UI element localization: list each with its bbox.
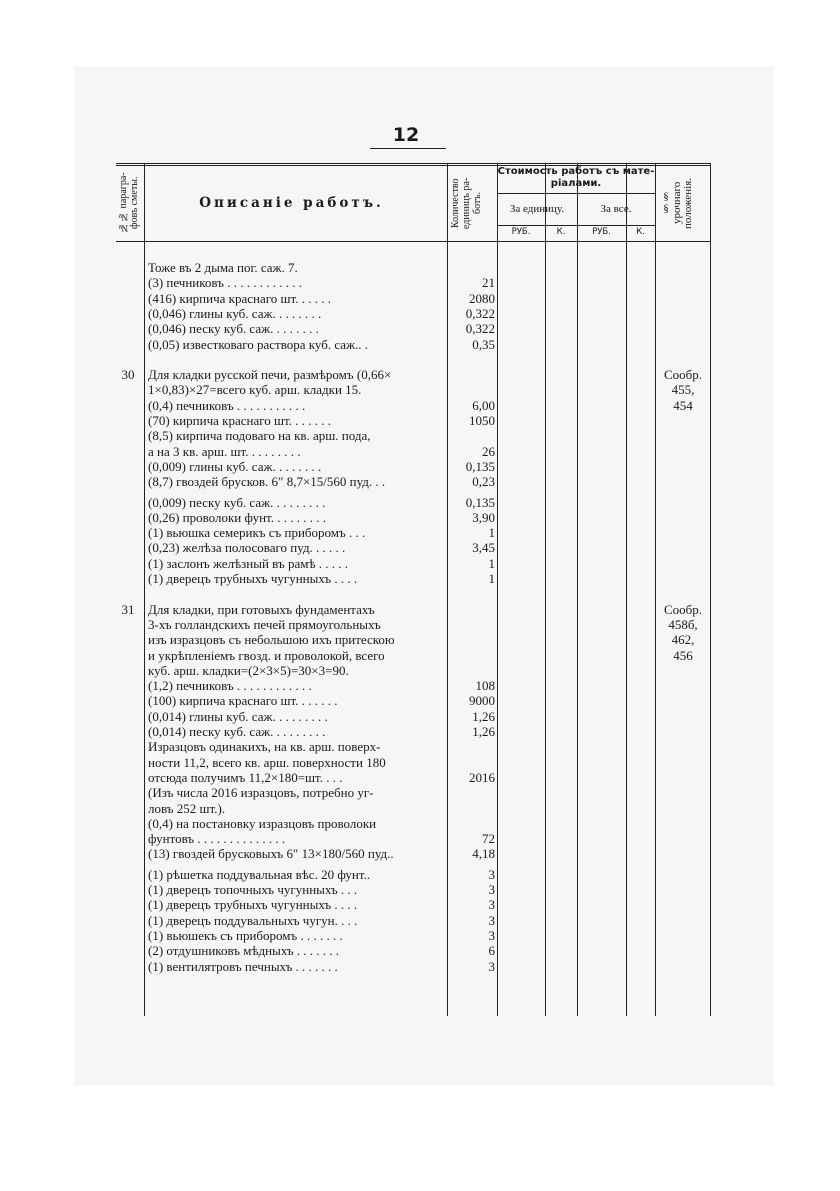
page-number: 12 [392, 124, 420, 146]
row-description: (1) дверецъ трубныхъ чугунныхъ . . . . [148, 897, 358, 913]
row-reference: Сообр. [663, 601, 703, 617]
table-row [116, 801, 710, 816]
row-description: Тоже въ 2 дыма пог. саж. 7. [148, 260, 298, 275]
row-quantity: 0,35 [472, 336, 495, 352]
row-quantity: 0,135 [465, 494, 495, 510]
row-reference: 454 [673, 397, 693, 413]
row-description: (70) кирпича краснаго шт. . . . . . . [148, 413, 331, 428]
row-quantity: 1050 [469, 413, 495, 428]
table-row [116, 337, 710, 352]
row-quantity: 26 [482, 443, 495, 459]
row-description: (1) рѣшетка поддувальная вѣс. 20 фунт.. [148, 866, 371, 882]
row-description: фунтовъ . . . . . . . . . . . . . . [148, 831, 286, 847]
table-row [116, 678, 710, 693]
row-description: (1) дверецъ поддувальныхъ чугун. . . . [148, 912, 358, 928]
table-row [116, 571, 710, 586]
row-quantity: 6,00 [472, 397, 495, 413]
row-quantity: 9000 [469, 693, 495, 709]
row-description: 3-хъ голландскихъ печей прямоугольныхъ [148, 616, 381, 632]
table-top-rule [116, 163, 710, 164]
row-description: (2) отдушниковъ мѣдныхъ . . . . . . . [148, 943, 340, 959]
row-description: (0,014) песку куб. саж. . . . . . . . . [148, 724, 326, 739]
table-row [116, 444, 710, 459]
table-row [116, 755, 710, 770]
row-description: (0,046) глины куб. саж. . . . . . . . [148, 305, 322, 321]
row-description: а на 3 кв. арш. шт. . . . . . . . . [148, 443, 301, 459]
row-quantity: 72 [482, 831, 495, 847]
row-quantity: 3 [488, 958, 495, 974]
row-quantity: 1 [488, 555, 495, 571]
header-cost: Стоимость работъ съ мате- ріалами. [497, 166, 655, 189]
table-row [116, 785, 710, 800]
row-description: (416) кирпича краснаго шт. . . . . . [148, 290, 331, 306]
row-description: изъ изразцовъ съ небольшою ихъ притескою [148, 632, 395, 648]
row-quantity: 2080 [469, 290, 495, 306]
header-kop-total: К. [636, 227, 645, 237]
row-description: (0,4) печниковъ . . . . . . . . . . . [148, 397, 306, 413]
row-description: Для кладки русской печи, размѣромъ (0,66× [148, 367, 392, 383]
table-row [116, 275, 710, 290]
table-row [116, 617, 710, 632]
row-reference: 458б, [668, 616, 698, 632]
row-description: (1,2) печниковъ . . . . . . . . . . . . [148, 678, 312, 694]
table-row [116, 663, 710, 678]
row-description: (100) кирпича краснаго шт. . . . . . . [148, 693, 338, 709]
table-row [116, 739, 710, 754]
row-quantity: 4,18 [472, 846, 495, 862]
row-reference: Сообр. [663, 367, 703, 383]
row-description: (0,26) проволоки фунт. . . . . . . . . [148, 509, 327, 525]
table-row [116, 709, 710, 724]
row-quantity: 3 [488, 866, 495, 882]
table-row [116, 882, 710, 897]
row-description: (1) дверецъ трубныхъ чугунныхъ . . . . [148, 571, 358, 586]
row-description: (1) вентилятровъ печныхъ . . . . . . . [148, 958, 338, 974]
cost-subheader-rule [497, 193, 655, 194]
row-description: ности 11,2, всего кв. арш. поверхности 180 [148, 754, 386, 770]
table-row [116, 602, 710, 617]
row-quantity: 2016 [469, 769, 495, 785]
row-description: (1) заслонъ желѣзный въ рамѣ . . . . . [148, 555, 349, 571]
row-description: 1×0,83)×27=всего куб. арш. кладки 15. [148, 382, 362, 398]
row-quantity: 3 [488, 882, 495, 897]
row-description: (0,05) известковаго раствора куб. саж.. . [148, 336, 369, 352]
row-quantity: 3,90 [472, 509, 495, 525]
table-row [116, 510, 710, 525]
row-description: отсюда получимъ 11,2×180=шт. . . . [148, 769, 343, 785]
row-quantity: 3 [488, 897, 495, 913]
page-number-rule [370, 148, 446, 149]
table-row [116, 459, 710, 474]
row-quantity: 6 [488, 943, 495, 959]
table-row [116, 525, 710, 540]
table-row [116, 291, 710, 306]
table-row [116, 928, 710, 943]
row-description: (0,014) глины куб. саж. . . . . . . . . [148, 708, 328, 724]
table-row [116, 556, 710, 571]
table-row [116, 867, 710, 882]
header-total: За все. [600, 203, 632, 215]
row-reference: 456 [673, 647, 693, 663]
row-quantity: 3,45 [472, 540, 495, 556]
table-row [116, 306, 710, 321]
table-row [116, 586, 710, 601]
row-quantity: 3 [488, 912, 495, 928]
row-description: (Изъ числа 2016 изразцовъ, потребно уг- [148, 785, 374, 801]
row-number: 31 [121, 601, 135, 617]
table-row [116, 846, 710, 861]
table-row [116, 943, 710, 958]
row-quantity: 1 [488, 571, 495, 586]
header-rub-unit: РУБ. [511, 227, 531, 237]
table-row [116, 632, 710, 647]
row-description: (3) печниковъ . . . . . . . . . . . . [148, 275, 302, 291]
table-row [116, 413, 710, 428]
header-bottom-rule [116, 241, 710, 242]
row-quantity: 0,322 [465, 305, 495, 321]
row-description: ловъ 252 шт.). [148, 800, 226, 816]
header-reference: §§ урочнаго положенія. [660, 177, 694, 229]
table-row [116, 693, 710, 708]
row-quantity: 3 [488, 927, 495, 943]
table-row [116, 352, 710, 367]
row-description: (0,4) на постановку изразцовъ проволоки [148, 815, 377, 831]
table-row [116, 428, 710, 443]
row-description: (0,009) глины куб. саж. . . . . . . . [148, 458, 322, 474]
row-description: (1) дверецъ топочныхъ чугунныхъ . . . [148, 882, 358, 897]
row-description: (1) вьюшекъ съ приборомъ . . . . . . . [148, 927, 343, 943]
table-row [116, 260, 710, 275]
row-description: Изразцовъ одинакихъ, на кв. арш. поверх- [148, 739, 381, 755]
header-rub-total: РУБ. [592, 227, 611, 237]
header-quantity: Количество единицъ ра- ботъ. [450, 177, 483, 229]
row-description: (0,23) желѣза полосоваго пуд. . . . . . [148, 540, 346, 556]
estimate-table [116, 163, 710, 1016]
header-paragraph-number: №№ парагра- фовъ сметы. [118, 172, 140, 234]
row-description: (13) гвоздей брусковыхъ 6″ 13×180/560 пуд.. [148, 846, 394, 862]
row-description: и укрѣпленіемъ гвозд. и проволокой, всего [148, 647, 385, 663]
table-row [116, 495, 710, 510]
table-row [116, 831, 710, 846]
row-reference: 455, [671, 382, 695, 398]
table-row [116, 474, 710, 489]
table-row [116, 540, 710, 555]
header-per-unit: За единицу. [509, 203, 565, 215]
row-reference: 462, [671, 632, 695, 648]
table-row [116, 398, 710, 413]
row-quantity: 108 [475, 678, 495, 694]
row-description: (1) вьюшка семерикъ съ приборомъ . . . [148, 525, 366, 541]
currency-rule [497, 225, 655, 226]
row-description: (8,5) кирпича подоваго на кв. арш. пода, [148, 428, 371, 444]
header-kop-unit: К. [556, 227, 566, 237]
row-description: Для кладки, при готовыхъ фундаментахъ [148, 601, 375, 617]
table-row [116, 897, 710, 912]
row-quantity: 1,26 [472, 724, 495, 739]
row-number: 30 [121, 367, 135, 383]
col-rule-8 [710, 163, 711, 1016]
table-row [116, 321, 710, 336]
row-quantity: 21 [482, 275, 495, 291]
table-row [116, 367, 710, 382]
row-quantity: 0,322 [465, 321, 495, 337]
table-row [116, 724, 710, 739]
row-quantity: 1 [488, 525, 495, 541]
table-row [116, 648, 710, 663]
row-description: (8,7) гвоздей брусков. 6″ 8,7×15/560 пуд. . . [148, 474, 386, 490]
row-quantity: 0,23 [472, 474, 495, 490]
row-quantity: 0,135 [465, 458, 495, 474]
table-row [116, 959, 710, 974]
row-quantity: 1,26 [472, 708, 495, 724]
table-row [116, 816, 710, 831]
row-description: (0,009) песку куб. саж. . . . . . . . . [148, 494, 326, 510]
table-row [116, 913, 710, 928]
table-row [116, 770, 710, 785]
header-description: Описаніе работъ. [199, 195, 384, 211]
row-description: куб. арш. кладки=(2×3×5)=30×3=90. [148, 662, 349, 678]
table-row [116, 382, 710, 397]
row-description: (0,046) песку куб. саж. . . . . . . . [148, 321, 319, 337]
